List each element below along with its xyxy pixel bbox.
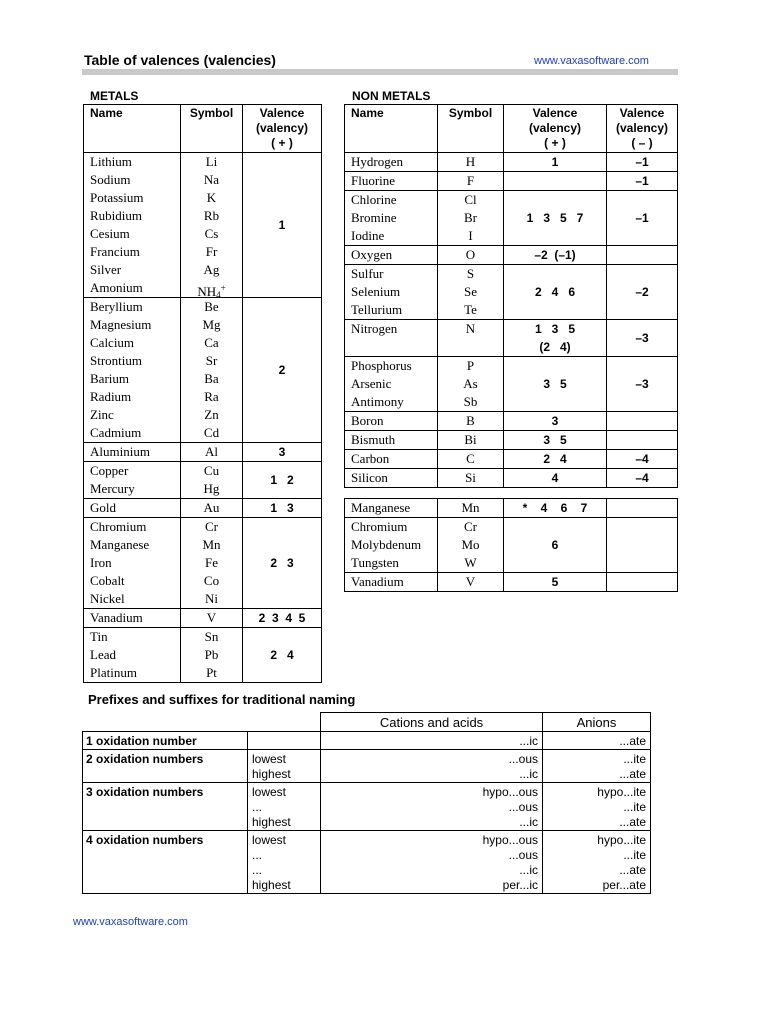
element-name: Vanadium [90, 610, 143, 625]
prefix-row [83, 750, 651, 783]
oxidation-level: highest [252, 815, 291, 829]
element-name: Cobalt [90, 573, 125, 588]
anion-suffix: ...ate [619, 767, 646, 781]
element-names-cell [345, 518, 438, 573]
element-symbol: Fe [205, 555, 218, 570]
valence-negative: –1 [607, 172, 678, 191]
table-row [345, 499, 678, 518]
element-symbol: Pb [204, 647, 219, 662]
element-symbols-cell [181, 628, 243, 683]
element-name: Zinc [90, 407, 114, 422]
anion-suffix: ...ate [619, 734, 646, 748]
element-symbol: Ra [204, 389, 219, 404]
element-symbol: N [465, 321, 476, 336]
table-row [345, 431, 678, 450]
oxidation-level: highest [252, 878, 291, 892]
valence-negative: –2 [607, 265, 678, 320]
anion-suffix: hypo...ite [597, 833, 646, 847]
element-symbol: Rb [203, 208, 220, 223]
element-names-cell [345, 573, 438, 592]
element-symbol [438, 338, 503, 356]
anion-suffix: ...ate [619, 815, 646, 829]
oxidation-levels-cell [248, 783, 321, 831]
valence-value: 3 [243, 443, 322, 462]
element-name: Phosphorus [351, 358, 412, 373]
element-symbol: O [465, 247, 476, 262]
table-row [84, 153, 322, 298]
element-symbols-cell [438, 450, 504, 469]
oxidation-count-label: 4 oxidation numbers [83, 831, 248, 894]
element-symbols-cell [181, 609, 243, 628]
valence-positive: –2 (–1) [504, 246, 607, 265]
element-name: Bismuth [351, 432, 396, 447]
element-name: Strontium [90, 353, 143, 368]
nonmetals-col-symbol: Symbol [438, 105, 504, 153]
oxidation-count-label: 3 oxidation numbers [83, 783, 248, 831]
element-name: Beryllium [90, 299, 143, 314]
element-name: Lead [90, 647, 116, 662]
oxidation-level: highest [252, 767, 291, 781]
element-symbol: Pt [206, 665, 217, 680]
oxidation-level: ... [252, 800, 263, 814]
element-symbols-cell [438, 265, 504, 320]
element-name: Lithium [90, 154, 132, 169]
element-symbols-cell [438, 573, 504, 592]
element-name: Boron [351, 413, 384, 428]
oxidation-count-label: 2 oxidation numbers [83, 750, 248, 783]
nonmetals-heading: NON METALS [352, 89, 431, 103]
element-names-cell [345, 265, 438, 320]
element-name: Tin [90, 629, 108, 644]
element-names-cell [345, 412, 438, 431]
valence-positive: 3 5 [504, 431, 607, 450]
cation-suffix: ...ic [519, 734, 538, 748]
element-symbol: Li [205, 154, 218, 169]
cation-suffix: per...ic [502, 878, 538, 892]
element-names-cell [345, 450, 438, 469]
table-row [345, 320, 678, 357]
element-name: Potassium [90, 190, 144, 205]
prefixes-table [82, 712, 651, 894]
anion-suffix: ...ate [619, 863, 646, 877]
anion-suffix-cell [543, 732, 651, 750]
element-names-cell [345, 246, 438, 265]
element-name: Platinum [90, 665, 137, 680]
cation-suffix-cell [321, 732, 543, 750]
oxidation-level [252, 734, 316, 749]
valence-negative [607, 246, 678, 265]
element-name: Silver [90, 262, 122, 277]
element-name: Chromium [351, 519, 408, 534]
element-symbol: Se [464, 284, 477, 299]
cation-suffix-cell [321, 750, 543, 783]
element-name: Silicon [351, 470, 388, 485]
valence-value: 1 2 [243, 462, 322, 499]
table-row [345, 191, 678, 246]
element-names-cell [345, 320, 438, 357]
element-symbols-cell [438, 431, 504, 450]
element-symbol: Fr [205, 244, 218, 259]
element-symbols-cell [181, 518, 243, 609]
valence-positive: 1 [504, 153, 607, 172]
element-names-cell [345, 191, 438, 246]
valence-negative: –3 [607, 357, 678, 412]
element-symbol: Cr [464, 519, 477, 534]
cation-suffix-cell [321, 831, 543, 894]
cation-suffix-cell [321, 783, 543, 831]
cation-suffix: ...ous [508, 800, 538, 814]
cation-suffix: ...ic [519, 863, 538, 877]
table-row [345, 412, 678, 431]
element-symbol: Mo [461, 537, 480, 552]
element-symbols-cell [438, 191, 504, 246]
element-name: Chlorine [351, 192, 397, 207]
element-name: Chromium [90, 519, 147, 534]
element-symbol: S [466, 266, 475, 281]
valence-negative [607, 518, 678, 573]
element-symbol: Ag [203, 262, 220, 277]
element-name: Gold [90, 500, 116, 515]
element-symbols-cell [438, 469, 504, 488]
metals-col-symbol: Symbol [181, 105, 243, 153]
element-symbols-cell [438, 412, 504, 431]
element-names-cell [84, 462, 181, 499]
element-name: Carbon [351, 451, 390, 466]
valence-value: 2 [243, 298, 322, 443]
element-symbols-cell [181, 462, 243, 499]
element-names-cell [345, 357, 438, 412]
table-row [345, 153, 678, 172]
table-row [84, 609, 322, 628]
element-symbol: Cr [205, 519, 218, 534]
element-symbols-cell [438, 320, 504, 357]
anion-suffix: hypo...ite [597, 785, 646, 799]
valence-negative: –1 [607, 191, 678, 246]
element-name: Vanadium [351, 574, 404, 589]
valence-positive: * 4 6 7 [504, 499, 607, 518]
valence-negative: –1 [607, 153, 678, 172]
element-names-cell [345, 499, 438, 518]
element-symbol: Ni [205, 591, 218, 606]
element-names-cell [84, 628, 181, 683]
element-symbol: V [465, 574, 476, 589]
valence-positive: 4 [504, 469, 607, 488]
element-symbol: Al [205, 444, 218, 459]
anion-suffix: ...ite [623, 752, 646, 766]
oxidation-level: ... [252, 848, 263, 862]
metals-table [83, 104, 322, 683]
cation-suffix: ...ous [508, 752, 538, 766]
element-name: Sodium [90, 172, 131, 187]
prefixes-col-cations: Cations and acids [321, 713, 543, 732]
element-name: Hydrogen [351, 154, 403, 169]
element-symbol: Cu [203, 463, 220, 478]
element-names-cell [84, 443, 181, 462]
element-name: Cesium [90, 226, 130, 241]
element-name: Rubidium [90, 208, 143, 223]
valence-value: 2 3 [243, 518, 322, 609]
element-symbol: I [468, 228, 473, 243]
element-symbol: Cl [464, 192, 477, 207]
element-name: Selenium [351, 284, 401, 299]
anion-suffix-cell [543, 783, 651, 831]
element-symbol: Ca [204, 335, 219, 350]
element-symbol: Si [465, 470, 476, 485]
element-names-cell [345, 431, 438, 450]
element-symbol: V [206, 610, 217, 625]
oxidation-levels-cell [248, 831, 321, 894]
element-symbol: Sb [463, 394, 478, 409]
anion-suffix: per...ate [602, 878, 646, 892]
element-symbol: B [466, 413, 475, 428]
element-symbol: Be [204, 299, 219, 314]
table-row [345, 265, 678, 320]
element-names-cell [84, 609, 181, 628]
metals-col-name: Name [84, 105, 181, 153]
anion-suffix-cell [543, 831, 651, 894]
valence-value: 2 3 4 5 [243, 609, 322, 628]
valence-positive: 1 3 5 7 [504, 191, 607, 246]
prefix-row [83, 732, 651, 750]
element-symbol: Cd [203, 425, 220, 440]
prefixes-col-anions: Anions [543, 713, 651, 732]
element-name: Tellurium [351, 302, 403, 317]
element-name: Barium [90, 371, 129, 386]
page-title: Table of valences (valencies) [84, 52, 276, 68]
valence-positive: 3 [504, 412, 607, 431]
valence-negative: –4 [607, 469, 678, 488]
anion-suffix: ...ite [623, 848, 646, 862]
valence-positive: 1 3 5 (2 4) [504, 320, 607, 357]
element-symbol: Mn [202, 537, 221, 552]
element-name: Cadmium [90, 425, 142, 440]
nonmetals-col-name: Name [345, 105, 438, 153]
element-name: Radium [90, 389, 132, 404]
element-names-cell [84, 499, 181, 518]
table-row [345, 450, 678, 469]
element-symbols-cell [438, 518, 504, 573]
valence-negative: –3 [607, 320, 678, 357]
valence-positive [504, 172, 607, 191]
element-symbols-cell [181, 298, 243, 443]
table-row [84, 518, 322, 609]
element-name [351, 338, 437, 356]
prefix-row [83, 783, 651, 831]
element-names-cell [345, 469, 438, 488]
valence-negative [607, 573, 678, 592]
element-names-cell [84, 518, 181, 609]
element-symbols-cell [438, 246, 504, 265]
element-name: Mercury [90, 481, 135, 496]
prefix-row [83, 831, 651, 894]
oxidation-levels-cell [248, 732, 321, 750]
element-symbol: $NH_4^+$ [197, 283, 226, 300]
element-name: Calcium [90, 335, 135, 350]
prefixes-blank-header [83, 713, 248, 732]
element-symbol: H [465, 154, 476, 169]
table-row [345, 357, 678, 412]
website-link-top[interactable]: www.vaxasoftware.com [534, 55, 649, 67]
element-symbol: Bi [464, 432, 477, 447]
table-row [345, 172, 678, 191]
element-symbol: C [466, 451, 475, 466]
table-row [345, 573, 678, 592]
element-symbol: Te [464, 302, 477, 317]
element-name: Nitrogen [351, 321, 398, 336]
anion-suffix: ...ite [623, 800, 646, 814]
element-name: Iodine [351, 228, 385, 243]
website-link-bottom[interactable]: www.vaxasoftware.com [73, 916, 188, 928]
cation-suffix: hypo...ous [482, 785, 538, 799]
element-symbol: K [206, 190, 217, 205]
table-row [84, 462, 322, 499]
valence-value: 2 4 [243, 628, 322, 683]
element-name: Amonium [90, 280, 143, 295]
element-names-cell [84, 298, 181, 443]
oxidation-levels-cell [248, 750, 321, 783]
element-symbol: Sr [205, 353, 218, 368]
element-name: Fluorine [351, 173, 396, 188]
valence-negative [607, 499, 678, 518]
element-symbols-cell [438, 153, 504, 172]
valence-positive: 3 5 [504, 357, 607, 412]
cation-suffix: ...ic [519, 767, 538, 781]
prefixes-blank-header-2 [248, 713, 321, 732]
element-symbol: Zn [204, 407, 219, 422]
table-row [345, 246, 678, 265]
element-name: Francium [90, 244, 140, 259]
element-symbol: As [463, 376, 478, 391]
nonmetals-col-valence-neg: Valence (valency) ( – ) [607, 105, 678, 153]
valence-negative: –4 [607, 450, 678, 469]
element-symbol: Au [203, 500, 220, 515]
oxidation-level: ... [252, 863, 263, 877]
nonmetals-table [344, 104, 678, 488]
table-row [84, 298, 322, 443]
element-name: Bromine [351, 210, 397, 225]
oxidation-count-label: 1 oxidation number [83, 732, 248, 750]
transition-table [344, 498, 678, 592]
element-name: Nickel [90, 591, 125, 606]
title-underline-bar [82, 69, 678, 75]
element-symbol: Br [464, 210, 477, 225]
valence-positive: 2 4 6 [504, 265, 607, 320]
metals-col-valence: Valence (valency) ( + ) [243, 105, 322, 153]
table-row [84, 499, 322, 518]
element-name: Manganese [90, 537, 150, 552]
element-symbol: Co [203, 573, 220, 588]
element-name: Arsenic [351, 376, 392, 391]
element-name: Molybdenum [351, 537, 422, 552]
element-symbol: Mg [202, 317, 221, 332]
metals-heading: METALS [90, 89, 139, 103]
valence-value: 1 3 [243, 499, 322, 518]
element-name: Aluminium [90, 444, 150, 459]
table-row [84, 628, 322, 683]
element-symbols-cell [438, 172, 504, 191]
element-names-cell [345, 172, 438, 191]
element-symbol: P [466, 358, 475, 373]
element-symbols-cell [438, 357, 504, 412]
element-name: Antimony [351, 394, 404, 409]
valence-positive: 5 [504, 573, 607, 592]
cation-suffix: ...ous [508, 848, 538, 862]
valence-negative [607, 412, 678, 431]
element-symbols-cell [181, 443, 243, 462]
oxidation-level: lowest [252, 833, 287, 847]
element-names-cell [84, 153, 181, 298]
valence-value: 1 [243, 153, 322, 298]
element-name: Magnesium [90, 317, 152, 332]
table-row [84, 443, 322, 462]
element-name: Oxygen [351, 247, 393, 262]
element-symbol: Ba [204, 371, 219, 386]
table-row [345, 469, 678, 488]
element-symbols-cell [181, 499, 243, 518]
element-name: Manganese [351, 500, 411, 515]
table-row [345, 518, 678, 573]
element-symbol: Hg [203, 481, 220, 496]
valence-negative [607, 431, 678, 450]
oxidation-level: lowest [252, 752, 287, 766]
element-name: Copper [90, 463, 129, 478]
element-symbol: Cs [204, 226, 219, 241]
element-name: Tungsten [351, 555, 399, 570]
valence-positive: 2 4 [504, 450, 607, 469]
prefixes-heading: Prefixes and suffixes for traditional naming [88, 692, 356, 707]
element-symbol: Sn [204, 629, 219, 644]
anion-suffix-cell [543, 750, 651, 783]
oxidation-level: lowest [252, 785, 287, 799]
valence-positive: 6 [504, 518, 607, 573]
nonmetals-col-valence-pos: Valence (valency) ( + ) [504, 105, 607, 153]
cation-suffix: ...ic [519, 815, 538, 829]
element-names-cell [345, 153, 438, 172]
element-name: Sulfur [351, 266, 384, 281]
cation-suffix: hypo...ous [482, 833, 538, 847]
element-symbol: F [466, 173, 475, 188]
element-symbol: Na [203, 172, 220, 187]
element-symbols-cell [181, 153, 243, 298]
element-symbol: Mn [461, 500, 480, 515]
element-symbols-cell [438, 499, 504, 518]
element-name: Iron [90, 555, 112, 570]
element-symbol: W [464, 555, 477, 570]
